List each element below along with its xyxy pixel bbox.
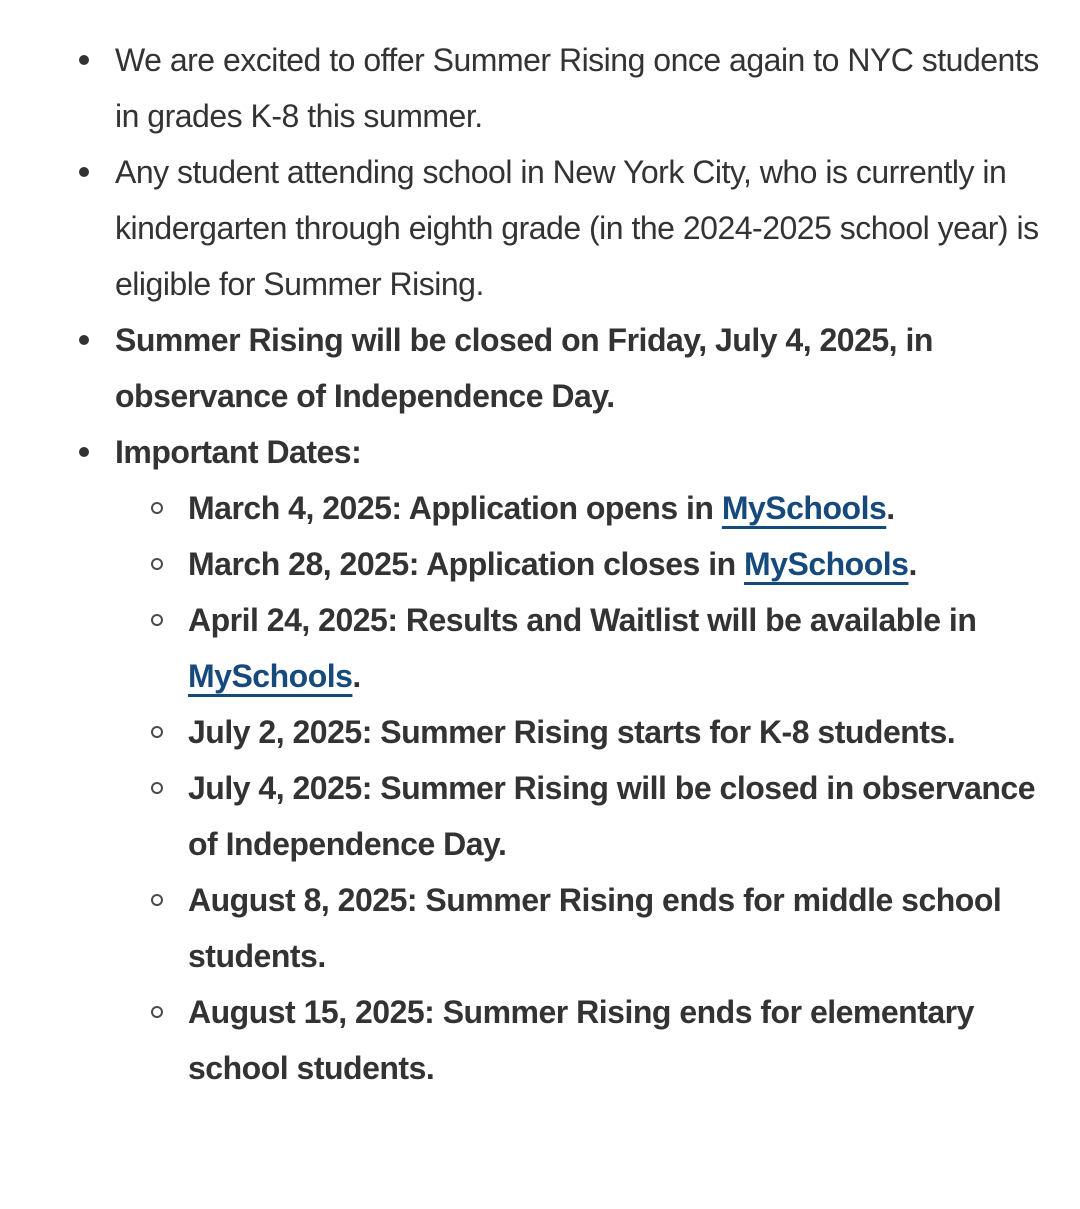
date-item-march-4 xyxy=(188,480,1070,536)
bullet-text: We are excited to offer Summer Rising once again to NYC students in grades K-8 this summer. xyxy=(115,42,1039,134)
bullet-eligibility xyxy=(115,144,1070,312)
date-item-august-8 xyxy=(188,872,1070,984)
date-text: March 28, 2025: Application closes in xyxy=(188,546,745,582)
bullet-closed-july-4 xyxy=(115,312,1070,424)
date-text: July 4, 2025: Summer Rising will be closed in observance of Independence Day. xyxy=(188,770,1035,862)
date-item-april-24 xyxy=(188,592,1070,704)
date-text: March 4, 2025: Application opens in xyxy=(188,490,722,526)
summer-rising-info-list xyxy=(0,32,1070,1096)
date-text: August 8, 2025: Summer Rising ends for middle school students. xyxy=(188,882,1002,974)
myschools-link[interactable]: MySchools xyxy=(744,546,909,582)
date-item-march-28 xyxy=(188,536,1070,592)
date-text: July 2, 2025: Summer Rising starts for K-8 students. xyxy=(188,714,956,750)
bullet-text: Important Dates: xyxy=(115,434,362,470)
bullet-text: Any student attending school in New York City, who is currently in kindergarten through eighth grade (in the 2024-2025 school year) is eligible for Summer Rising. xyxy=(115,154,1039,302)
bullet-text: Summer Rising will be closed on Friday, July 4, 2025, in observance of Independence Day. xyxy=(115,322,933,414)
myschools-link[interactable]: MySchools xyxy=(721,490,887,526)
date-text: August 15, 2025: Summer Rising ends for elementary school students. xyxy=(188,994,974,1086)
date-text-after: . xyxy=(886,490,895,526)
bullet-important-dates-heading xyxy=(115,424,1070,1096)
date-item-july-2 xyxy=(188,704,1070,760)
date-text: April 24, 2025: Results and Waitlist will be available in xyxy=(188,602,977,638)
date-item-july-4-closed xyxy=(188,760,1070,872)
date-item-august-15 xyxy=(188,984,1070,1096)
date-text-after: . xyxy=(908,546,917,582)
bullet-summer-rising-intro xyxy=(115,32,1070,144)
date-text-after: . xyxy=(352,658,361,694)
important-dates-list xyxy=(115,480,1070,1096)
myschools-link[interactable]: MySchools xyxy=(188,658,353,694)
